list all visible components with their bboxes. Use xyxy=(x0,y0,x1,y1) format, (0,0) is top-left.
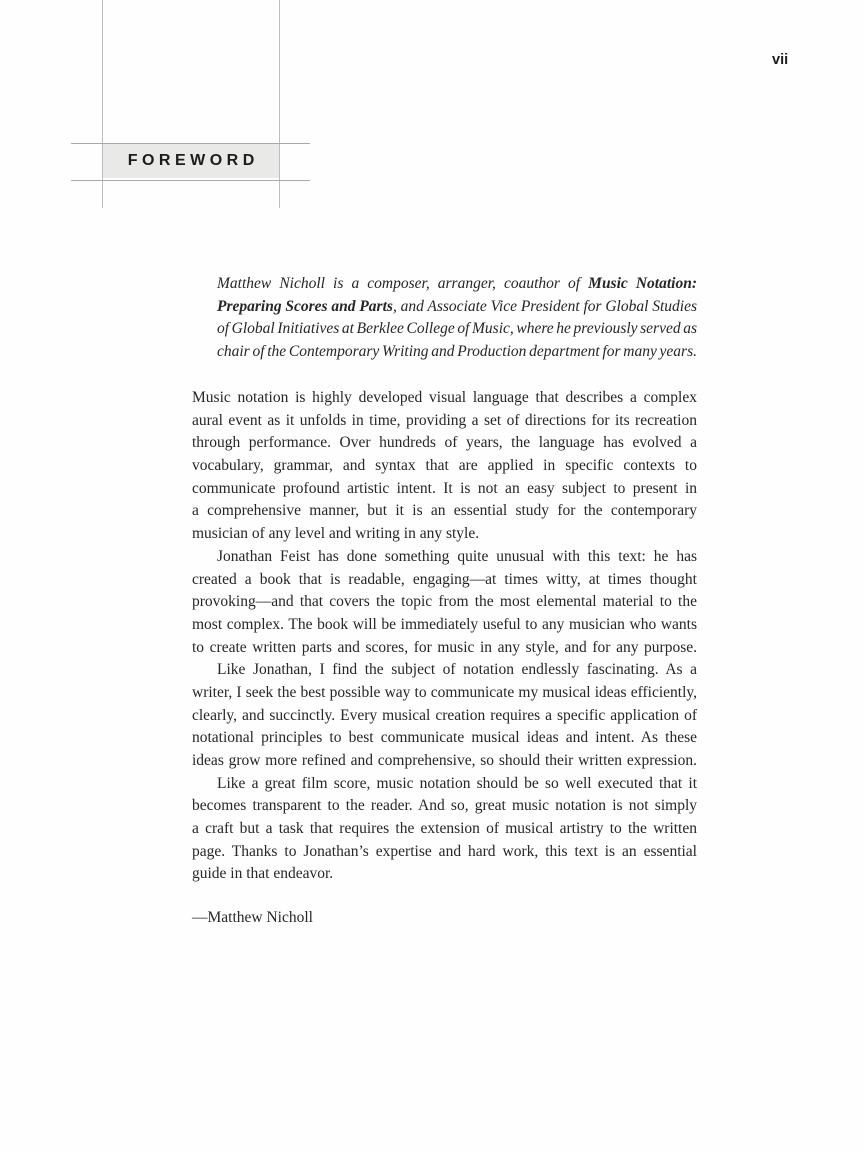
text-line: created a book that is readable, engaging—at times witty, at times thought xyxy=(192,570,697,588)
page-number: vii xyxy=(772,52,789,68)
text-line: through performance. Over hundreds of years, the language has evolved a xyxy=(192,434,697,452)
text-line: most complex. The book will be immediately useful to any musician who wants xyxy=(192,615,697,633)
horizontal-rule-bottom xyxy=(71,180,310,181)
text-line: chair of the Contemporary Writing and Production department for many years. xyxy=(217,342,697,360)
text-line: musician of any level and writing in any style. xyxy=(192,525,480,543)
text-line: Like a great film score, music notation should be so well executed that it xyxy=(217,774,697,792)
author-bio-paragraph xyxy=(217,273,697,363)
text-line: communicate profound artistic intent. It is not an easy subject to present in xyxy=(192,479,697,497)
text-line: clearly, and succinctly. Every musical creation requires a specific application of xyxy=(192,706,697,724)
text-line: Preparing Scores and Parts, and Associate Vice President for Global Studies xyxy=(217,297,697,315)
text-line: Like Jonathan, I find the subject of notation endlessly fascinating. As a xyxy=(217,661,697,679)
chapter-heading-box xyxy=(103,144,279,178)
foreword-body-text xyxy=(192,387,697,886)
text-line: a craft but a task that requires the extension of musical artistry to the written xyxy=(192,820,697,838)
text-line: writer, I seek the best possible way to communicate my musical ideas efficiently, xyxy=(192,683,697,701)
text-line: a comprehensive manner, but it is an essential study for the contemporary xyxy=(192,502,697,520)
signature-line: —Matthew Nicholl xyxy=(192,909,313,926)
text-line: of Global Initiatives at Berklee College of Music, where he previously served as xyxy=(217,320,697,337)
text-line: guide in that endeavor. xyxy=(192,865,334,883)
text-line: provoking—and that covers the topic from the most elemental material to the xyxy=(192,593,697,611)
text-line: to create written parts and scores, for music in any style, and for any purpose. xyxy=(192,638,697,656)
text-line: Jonathan Feist has done something quite unusual with this text: he has xyxy=(217,547,697,565)
text-line: aural event as it unfolds in time, providing a set of directions for its recreation xyxy=(192,411,697,429)
text-line: Music notation is highly developed visual language that describes a complex xyxy=(192,389,697,406)
text-line: page. Thanks to Jonathan’s expertise and hard work, this text is an essential xyxy=(192,842,697,860)
text-line: becomes transparent to the reader. And so, great music notation is not simply xyxy=(192,797,697,815)
text-line: notational principles to best communicate musical ideas and intent. As these xyxy=(192,729,697,747)
vertical-rule-right xyxy=(279,0,280,208)
text-line: ideas grow more refined and comprehensive, so should their written expression. xyxy=(192,752,697,769)
text-line: vocabulary, grammar, and syntax that are applied in specific contexts to xyxy=(192,457,697,475)
chapter-title: FOREWORD xyxy=(127,152,259,169)
text-line: Matthew Nicholl is a composer, arranger, coauthor of Music Notation: xyxy=(217,275,697,292)
